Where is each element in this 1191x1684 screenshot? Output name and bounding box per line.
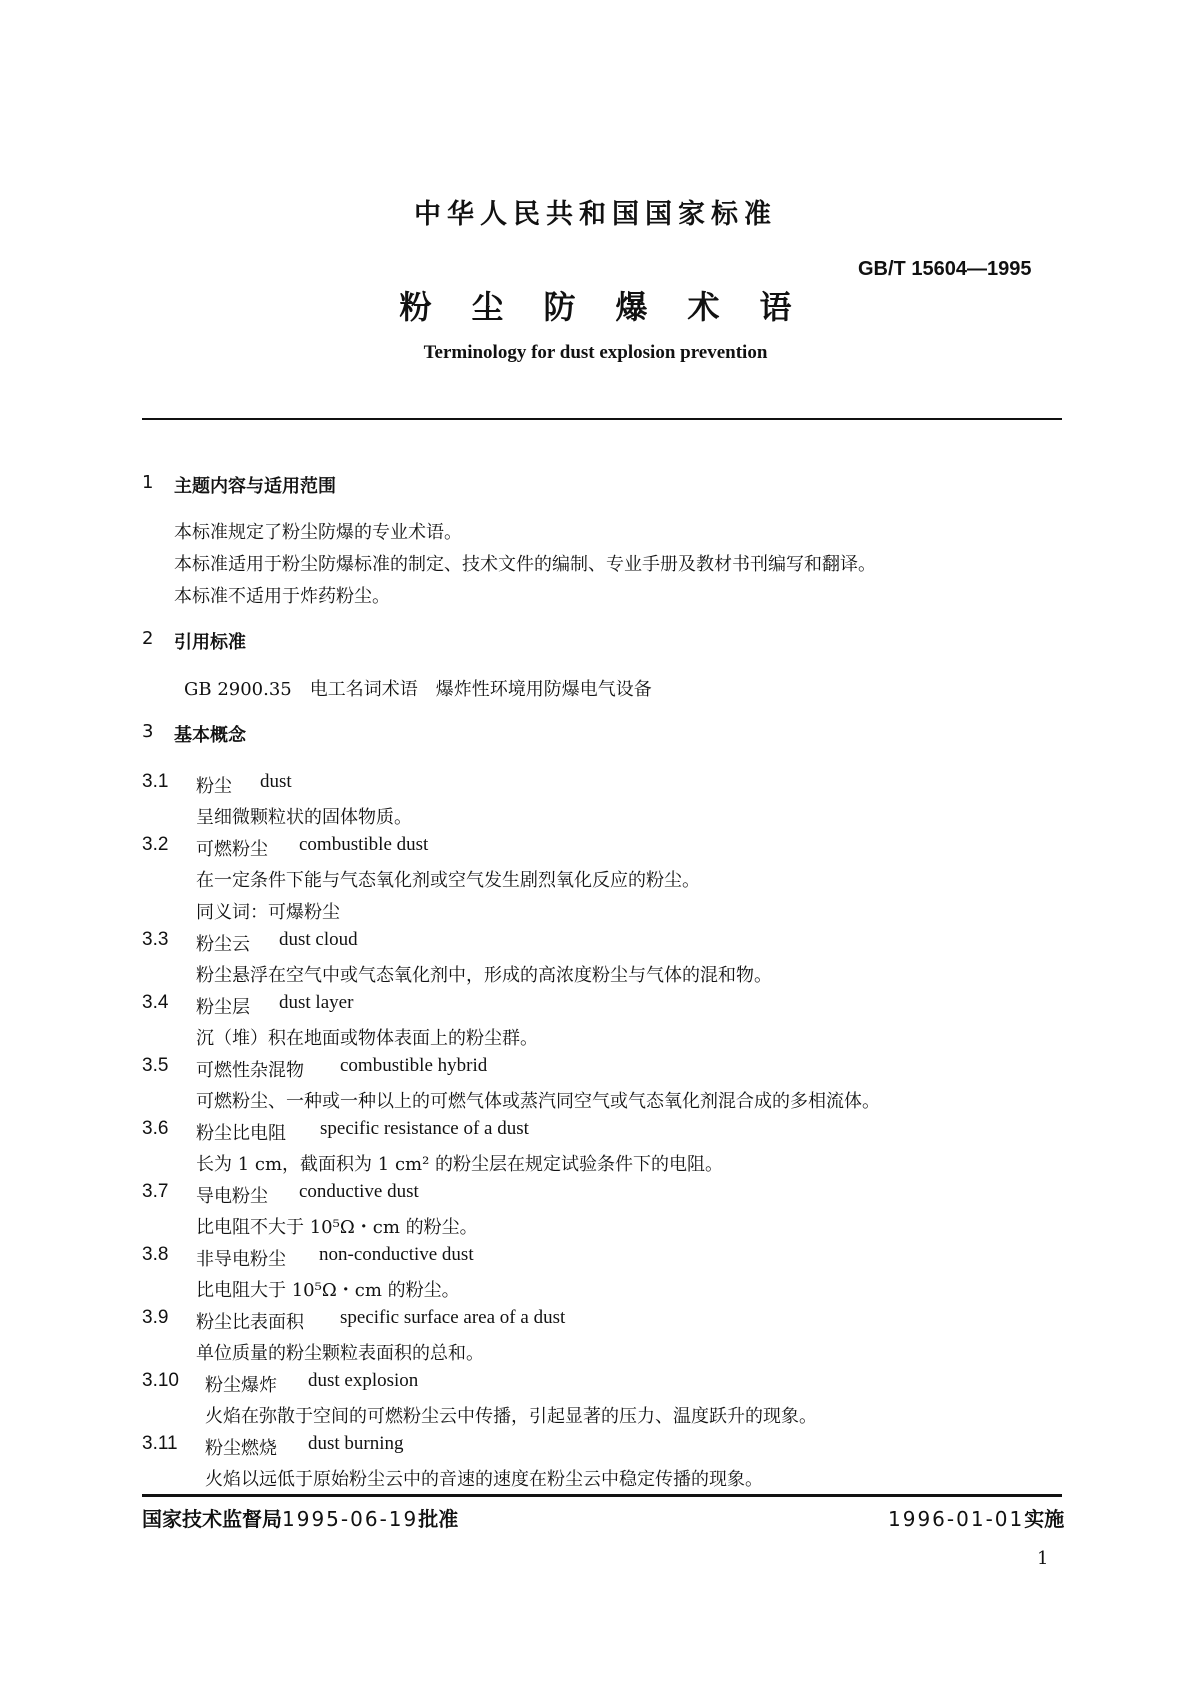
term-number: 3.1 (142, 771, 169, 792)
page-number: 1 (1037, 1548, 1049, 1569)
section-title: 引用标准 (174, 632, 246, 653)
authority: 国家技术监督局 (142, 1507, 282, 1531)
term-name-en: dust burning (308, 1433, 404, 1454)
section-title: 主题内容与适用范围 (174, 476, 336, 497)
implement-label: 实施 (1024, 1507, 1065, 1531)
implementation-line (888, 1503, 1064, 1532)
term-name-en: dust cloud (279, 929, 358, 950)
implement-date: 1996-01-01 (888, 1507, 1025, 1531)
term-name-cn: 导电粉尘 (196, 1186, 268, 1207)
paragraph: 本标准适用于粉尘防爆标准的制定、技术文件的编制、专业手册及教材书刊编写和翻译。 (174, 554, 876, 575)
term-definition: 比电阻不大于 10⁵Ω・cm 的粉尘。 (196, 1217, 478, 1238)
header-divider (142, 418, 1062, 420)
section-heading-1 (142, 472, 742, 496)
term-name-en: conductive dust (299, 1181, 419, 1202)
term-definition: 比电阻大于 10⁵Ω・cm 的粉尘。 (196, 1280, 460, 1301)
term-number: 3.4 (142, 992, 169, 1013)
term-number: 3.9 (142, 1307, 169, 1328)
term-synonym: 同义词：可爆粉尘 (196, 902, 340, 923)
term-definition: 长为 1 cm，截面积为 1 cm² 的粉尘层在规定试验条件下的电阻。 (196, 1154, 724, 1175)
document-title-cn: 粉尘防爆术语 (399, 288, 832, 326)
term-number: 3.8 (142, 1244, 169, 1265)
standard-code: GB/T 15604—1995 (858, 258, 1032, 280)
term-number: 3.2 (142, 834, 169, 855)
term-name-en: dust layer (279, 992, 354, 1013)
term-definition: 单位质量的粉尘颗粒表面积的总和。 (196, 1343, 484, 1364)
term-number: 3.5 (142, 1055, 169, 1076)
term-name-cn: 粉尘比表面积 (196, 1312, 304, 1333)
term-name-en: non-conductive dust (319, 1244, 474, 1265)
term-definition: 火焰以远低于原始粉尘云中的音速的速度在粉尘云中稳定传播的现象。 (205, 1469, 763, 1490)
term-number: 3.10 (142, 1370, 179, 1391)
referenced-standard: GB 2900.35 电工名词术语 爆炸性环境用防爆电气设备 (184, 679, 652, 700)
section-number: 3 (142, 721, 154, 742)
section-number: 1 (142, 472, 154, 493)
national-standard-heading: 中华人民共和国国家标准 (414, 199, 777, 230)
term-definition: 在一定条件下能与气态氧化剂或空气发生剧烈氧化反应的粉尘。 (196, 870, 700, 891)
term-name-cn: 粉尘层 (196, 997, 250, 1018)
term-number: 3.6 (142, 1118, 169, 1139)
paragraph: 本标准不适用于炸药粉尘。 (174, 586, 390, 607)
section-number: 2 (142, 628, 154, 649)
term-definition: 粉尘悬浮在空气中或气态氧化剂中，形成的高浓度粉尘与气体的混和物。 (196, 965, 772, 986)
term-name-cn: 可燃粉尘 (196, 839, 268, 860)
term-definition: 可燃粉尘、一种或一种以上的可燃气体或蒸汽同空气或气态氧化剂混合成的多相流体。 (196, 1091, 880, 1112)
term-name-en: specific resistance of a dust (320, 1118, 529, 1139)
term-definition: 呈细微颗粒状的固体物质。 (196, 807, 412, 828)
approval-line (142, 1503, 458, 1532)
approval-label: 批准 (418, 1507, 459, 1531)
term-number: 3.11 (142, 1433, 178, 1454)
term-number: 3.7 (142, 1181, 169, 1202)
term-number: 3.3 (142, 929, 169, 950)
term-name-cn: 粉尘比电阻 (196, 1123, 286, 1144)
section-heading-3 (142, 721, 742, 745)
approval-date: 1995-06-19 (282, 1507, 419, 1531)
document-title-en: Terminology for dust explosion prevention (423, 342, 768, 363)
term-name-cn: 可燃性杂混物 (196, 1060, 304, 1081)
term-name-cn: 非导电粉尘 (196, 1249, 286, 1270)
term-definition: 沉（堆）积在地面或物体表面上的粉尘群。 (196, 1028, 538, 1049)
term-name-en: specific surface area of a dust (340, 1307, 566, 1328)
term-name-cn: 粉尘爆炸 (205, 1375, 277, 1396)
term-name-cn: 粉尘 (196, 776, 232, 797)
term-name-en: combustible hybrid (340, 1055, 488, 1076)
term-name-en: dust (260, 771, 292, 792)
term-name-en: combustible dust (299, 834, 429, 855)
footer-divider (142, 1494, 1062, 1497)
term-name-cn: 粉尘燃烧 (205, 1438, 277, 1459)
term-name-en: dust explosion (308, 1370, 419, 1391)
paragraph: 本标准规定了粉尘防爆的专业术语。 (174, 522, 462, 543)
term-name-cn: 粉尘云 (196, 934, 250, 955)
term-definition: 火焰在弥散于空间的可燃粉尘云中传播，引起显著的压力、温度跃升的现象。 (205, 1406, 817, 1427)
section-title: 基本概念 (174, 725, 246, 746)
section-heading-2 (142, 628, 742, 652)
